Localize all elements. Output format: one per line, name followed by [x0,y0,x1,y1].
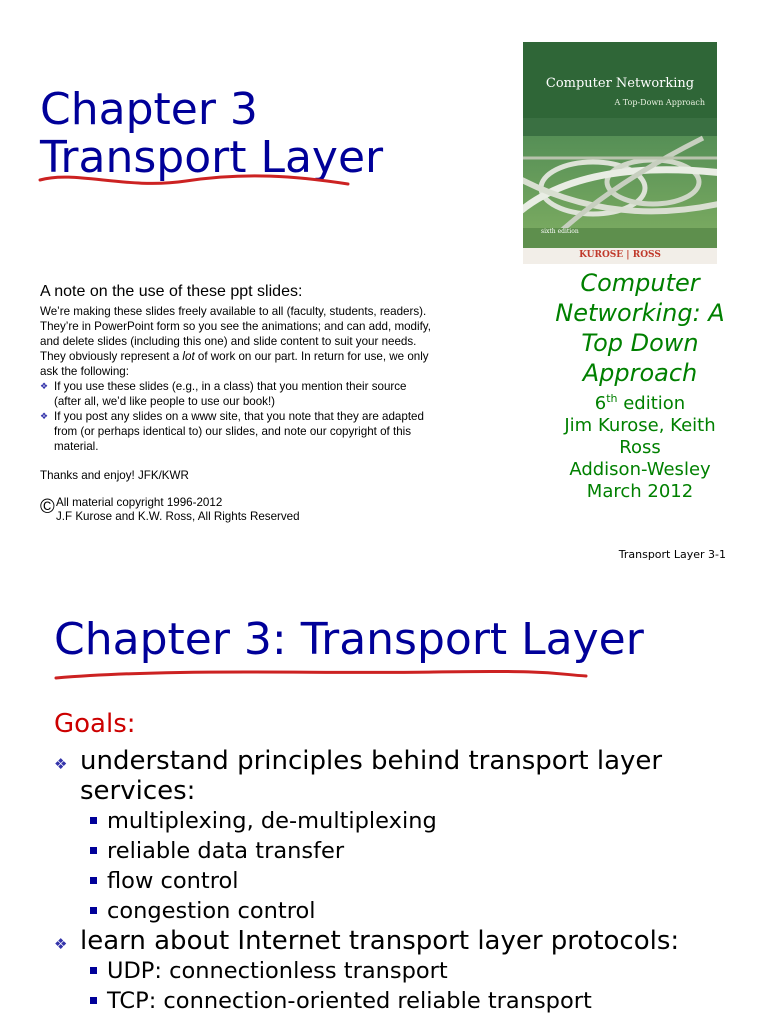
book-name-line-4: Approach [582,359,698,387]
note-bullet-line: If you use these slides (e.g., in a class) that you mention their source [54,380,407,393]
book-authors-line-1: Jim Kurose, Keith [564,415,716,436]
note-thanks: Thanks and enjoy! JFK/KWR [40,469,189,482]
copyright-line: All material copyright 1996-2012 [56,496,223,509]
usage-note [40,282,480,483]
note-bullet-line: from (or perhaps identical to) our slides, and note our copyright of this [54,425,412,438]
goal-subitem [54,806,754,836]
diamond-cluster-icon: ❖ [40,381,49,391]
square-icon [90,877,97,884]
book-name-line-3: Top Down [581,329,699,357]
goal-subitem-text: TCP: connection-oriented reliable transport [107,988,592,1014]
copyright-text [56,496,300,524]
note-heading: A note on the use of these ppt slides: [40,283,303,300]
edition-suffix: th [606,392,618,405]
goal-subitem-text: congestion control [107,898,316,924]
goals-list [54,746,754,1016]
note-line: and delete slides (including this one) and slide content to suit your needs. [40,335,417,348]
book-name-line-2: Networking: A [555,299,725,327]
edition-word: edition [617,393,686,414]
note-line: They’re in PowerPoint form so you see the animations; and can add, modify, [40,320,431,333]
goal-item [54,926,754,956]
book-cover-authors: KUROSE | ROSS [579,250,661,260]
book-info [528,268,752,503]
edition-number: 6 [594,393,607,414]
square-icon [90,967,97,974]
goal-subitem [54,836,754,866]
note-line: ask the following: [40,365,129,378]
goal-subitem [54,986,754,1016]
book-authors-line-2: Ross [619,437,661,458]
note-bullet-line: If you post any slides on a www site, that you note that they are adapted [54,410,424,423]
book-cover-subtitle: A Top-Down Approach [614,98,705,107]
book-cover-edition: sixth edition [541,228,579,235]
goal-subitem [54,956,754,986]
note-body [40,304,480,379]
note-line [40,349,480,364]
square-icon [90,847,97,854]
book-publisher: Addison-Wesley [569,459,711,480]
book-cover-footer [523,248,717,264]
book-cover-image [523,42,717,264]
note-bullet-item [40,379,480,409]
goal-subitem-text: flow control [107,868,239,894]
book-cover-title: Computer Networking [545,76,695,91]
diamond-cluster-icon: ❖ [54,755,68,773]
goal-subitem-text: multiplexing, de-multiplexing [107,808,437,834]
note-emphasis: lot [182,350,195,363]
book-edition [528,388,752,415]
goal-subitem-text: UDP: connectionless transport [107,958,448,984]
title-line-1: Chapter 3 [40,84,258,135]
title-line-2: Transport Layer [40,132,384,183]
goal-text: learn about Internet transport layer protocols: [80,926,680,956]
note-bullet-line: material. [54,440,99,453]
book-date: March 2012 [586,481,694,502]
note-text: of work on our part. In return for use, we only [194,350,429,363]
goal-subitem [54,866,754,896]
goal-item [54,746,754,806]
diamond-cluster-icon: ❖ [54,935,68,953]
diamond-cluster-icon: ❖ [40,411,49,421]
slide-title: Chapter 3: Transport Layer [54,614,644,665]
note-bullet-list [40,379,480,454]
goal-subitem [54,896,754,926]
square-icon [90,997,97,1004]
goal-text: understand principles behind transport layer [80,746,663,776]
copyright-line: J.F Kurose and K.W. Ross, All Rights Reserved [56,510,300,523]
note-line: We’re making these slides freely available to all (faculty, students, readers). [40,305,427,318]
goals-heading: Goals: [54,709,136,739]
square-icon [90,907,97,914]
square-icon [90,817,97,824]
goal-text: services: [80,776,196,806]
note-text: They obviously represent a [40,350,183,363]
slide-number: Transport Layer 3-1 [618,548,726,561]
note-bullet-line: (after all, we’d like people to use our book!) [54,395,276,408]
note-bullet-item [40,409,480,454]
copyright-icon: © [40,496,55,518]
title-underline [54,664,594,684]
slide-2 [0,576,768,1024]
goal-subitem-text: reliable data transfer [107,838,345,864]
book-name-line-1: Computer [580,269,700,297]
title-underline [36,168,356,192]
